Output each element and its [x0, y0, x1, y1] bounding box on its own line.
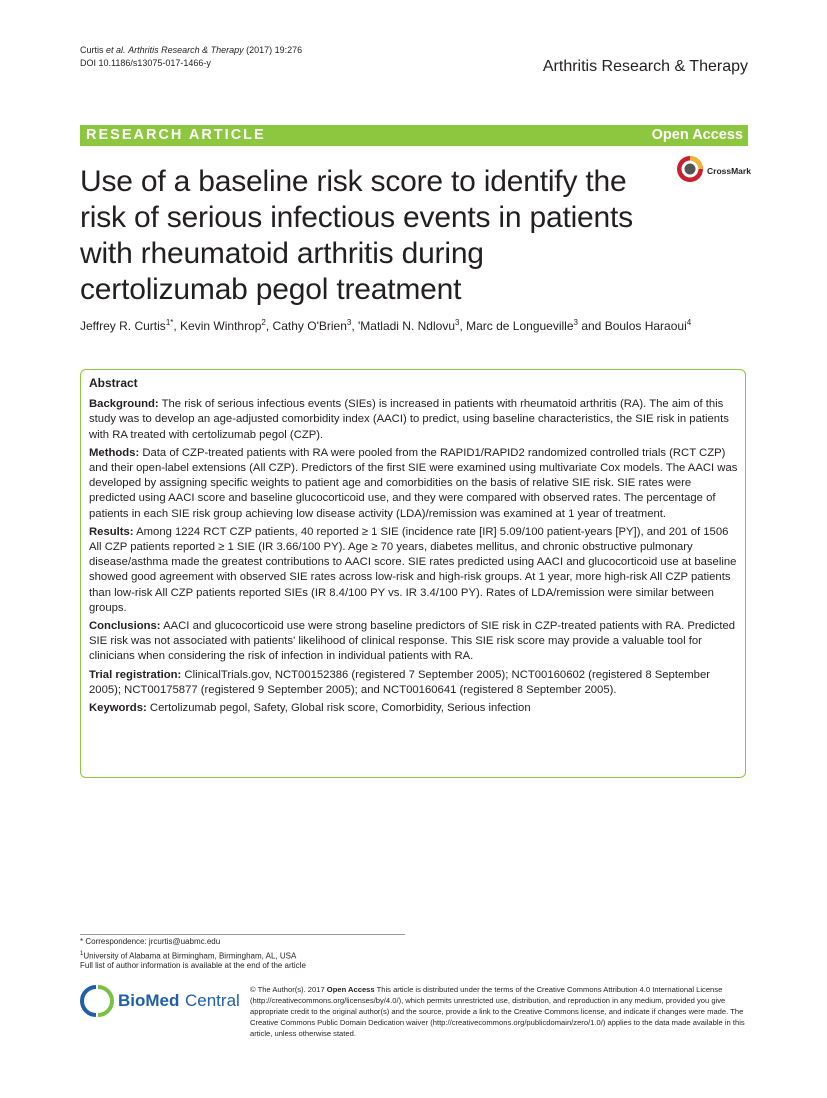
license-prefix: © The Author(s). 2017: [250, 985, 327, 994]
abstract-box: [80, 369, 746, 778]
article-type-banner: [80, 125, 748, 146]
cite-year-volume: (2017) 19:276: [246, 45, 303, 55]
abstract-methods: [89, 446, 739, 522]
author-name[interactable]: Kevin Winthrop: [180, 319, 262, 333]
conclusions-text: AACI and glucocorticoid use were strong baseline predictors of SIE risk in CZP-treated patients with RA. Predicted SIE risk was not associated with patients' likelihood of clinical response. This SIE risk score may provide a valuable tool for clinicians when considering the risk of infection in individual patients with RA.: [89, 620, 736, 663]
crossmark-icon: [676, 155, 704, 183]
author-name[interactable]: Marc de Longueville: [466, 319, 574, 333]
author-affil-sup: 2: [261, 318, 266, 327]
results-text: Among 1224 RCT CZP patients, 40 reported ≥ 1 SIE (incidence rate [IR] 5.09/100 patient-years [PY]), and 201 of 1506 All CZP patients reported ≥ 1 SIE (IR 3.66/100 PY). Age ≥ 70 years, diabetes mellitus, and chronic obstructive pulmonary disease/asthma made the greatest contributions to AACI score. SIE rates predicted using AACI and glucocorticoid use at baseline showed good agreement with observed SIE rates across low-risk and high-risk groups. At 1 year, more high-risk All CZP patients than low-risk All CZP patients reported SIEs (IR 8.4/100 PY vs. IR 3.4/100 PY). Rates of LDA/remission were similar between groups.: [89, 525, 737, 614]
author-name[interactable]: Jeffrey R. Curtis: [80, 319, 166, 333]
keywords-text: Certolizumab pegol, Safety, Global risk score, Comorbidity, Serious infection: [146, 702, 531, 715]
open-access-label: Open Access: [651, 127, 743, 143]
crossmark-badge[interactable]: [676, 155, 776, 185]
correspondence-email[interactable]: * Correspondence: jrcurtis@uabmc.edu: [80, 937, 221, 946]
author-and: and: [577, 319, 605, 333]
cite-author: Curtis: [80, 45, 104, 55]
biomed-central-icon: [80, 985, 114, 1017]
author-name[interactable]: Cathy O'Brien: [272, 319, 347, 333]
abstract-results: [89, 525, 739, 616]
background-text: The risk of serious infectious events (SIEs) is increased in patients with rheumatoid arthritis (RA). The aim of this study was to develop an age-adjusted comorbidity index (AACI) to predict, using baseline characteristics, the SIE risk in patients with RA treated with certolizumab pegol (CZP).: [89, 398, 729, 441]
license-text: [250, 984, 750, 1039]
title-line-4: certolizumab pegol treatment: [80, 273, 462, 306]
crossmark-label: CrossMark: [707, 166, 751, 176]
methods-label: Methods:: [89, 446, 140, 459]
author-name[interactable]: 'Matladi N. Ndlovu: [358, 319, 455, 333]
trial-text: ClinicalTrials.gov, NCT00152386 (registered 7 September 2005); NCT00160602 (registered 8 September 2005); NCT00175877 (registered 9 September 2005); and NCT00160641 (registered 8 September 2005).: [89, 668, 710, 696]
author-affil-sup: 3: [455, 318, 460, 327]
cite-etal: et al.: [106, 45, 126, 55]
results-label: Results:: [89, 525, 134, 538]
article-type: RESEARCH ARTICLE: [86, 127, 266, 143]
abstract-background: [89, 397, 739, 443]
abstract-trial-registration: [89, 668, 739, 698]
logo-text-bold: BioMed: [118, 991, 180, 1010]
article-title: [80, 164, 670, 308]
author-separator: ,: [351, 319, 358, 333]
author-list: [80, 318, 760, 333]
author-name[interactable]: Boulos Haraoui: [604, 319, 687, 333]
trial-label: Trial registration:: [89, 668, 182, 681]
journal-name: Arthritis Research & Therapy: [542, 58, 748, 75]
methods-text: Data of CZP-treated patients with RA were pooled from the RAPID1/RAPID2 randomized controlled trials (RCT CZP) and their open-label extensions (All CZP). Predictors of the first SIE were examined using multivariate Cox models. The AACI was developed by assigning specific weights to patient age and comorbidities on the basis of relative SIE risk. SIE rates were predicted using AACI score and baseline glucocorticoid use, and they were compared with observed rates. The percentage of patients in each SIE risk group achieving low disease activity (LDA)/remission was examined at 1 year of treatment.: [89, 446, 738, 520]
author-separator: ,: [459, 319, 467, 333]
title-line-3: with rheumatoid arthritis during: [80, 237, 484, 270]
author-info-note: Full list of author information is available at the end of the article: [80, 961, 306, 970]
logo-text-light: Central: [185, 991, 240, 1010]
abstract-heading: Abstract: [89, 376, 138, 390]
title-line-1: Use of a baseline risk score to identify the: [80, 165, 627, 198]
keywords-label: Keywords:: [89, 702, 147, 715]
doi[interactable]: DOI 10.1186/s13075-017-1466-y: [80, 58, 211, 68]
abstract-keywords: [89, 701, 739, 716]
author-affil-sup: 3: [346, 318, 352, 327]
affiliation-note: [80, 949, 296, 962]
author-separator: ,: [173, 319, 181, 333]
biomed-central-logo: [80, 985, 240, 1019]
affil-text: University of Alabama at Birmingham, Birmingham, AL, USA: [83, 951, 297, 961]
license-open-access: Open Access: [326, 985, 375, 994]
author-affil-sup: 3: [573, 318, 578, 327]
conclusions-label: Conclusions:: [89, 620, 161, 633]
author-affil-sup: 1*: [165, 318, 174, 327]
author-separator: ,: [265, 319, 273, 333]
background-label: Background:: [89, 398, 159, 411]
author-affil-sup: 4: [686, 318, 692, 327]
footnote-divider: [80, 934, 405, 935]
title-line-2: risk of serious infectious events in patients: [80, 201, 633, 234]
affil-sup: 1: [80, 951, 84, 957]
abstract-conclusions: [89, 619, 739, 665]
cite-journal: Arthritis Research & Therapy: [128, 45, 244, 55]
citation-line: [80, 44, 302, 70]
license-body: This article is distributed under the terms of the Creative Commons Attribution 4.0 International License (http://creativecommons.org/licenses/by/4.0/), which permits unrestricted use, distribution, and reproduction in any medium, provided you give appropriate credit to the original author(s) and the source, provide a link to the Creative Commons license, and indicate if changes were made. The Creative Commons Public Domain Dedication waiver (http://creativecommons.org/publicdomain/zero/1.0/) applies to the data made available in this article, unless otherwise stated.: [250, 985, 745, 1038]
